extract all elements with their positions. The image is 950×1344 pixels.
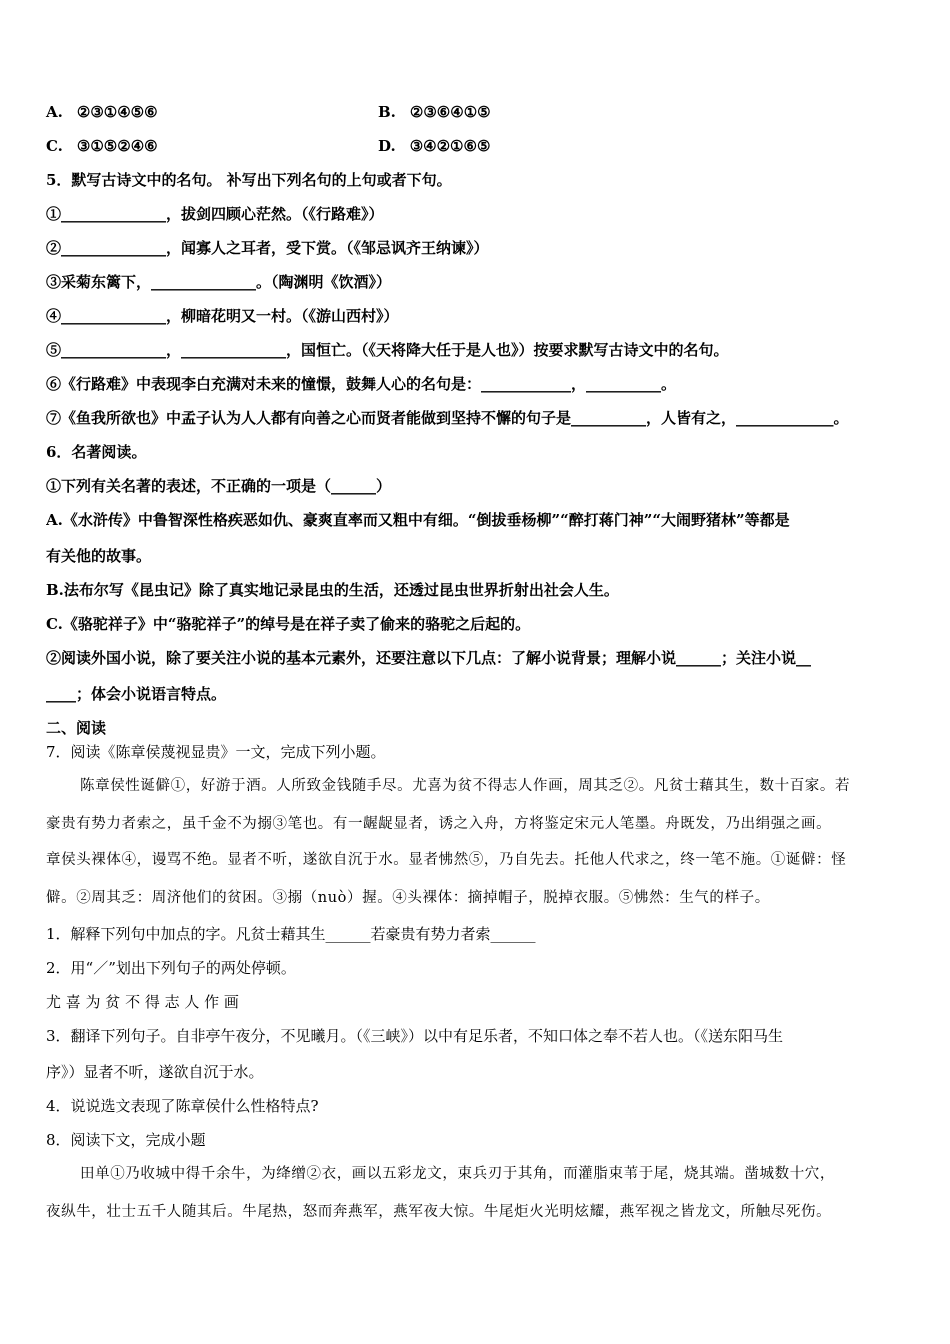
q6-line-2: A.《水浒传》中鲁智深性格疾恶如仇、豪爽直率而又粗中有细。“倒拔垂杨柳”“醉打蒋门神”“大闹野猪林”等都是 (46, 511, 790, 529)
q6-line-4: B.法布尔写《昆虫记》除了真实地记录昆虫的生活，还透过昆虫世界折射出社会人生。 (46, 581, 619, 599)
option-a (46, 102, 158, 122)
section-2-heading: 二、阅读 (46, 719, 107, 737)
q8-passage-line-2: 夜纵牛，壮士五千人随其后。牛尾热，怒而奔燕军，燕军夜大惊。牛尾炬火光明炫耀，燕军视之皆龙文，所触尽死伤。 (46, 1204, 832, 1220)
option-d-value: ③④②①⑥⑤ (409, 137, 491, 155)
q5-line-4: ④______________，柳暗花明又一村。（《游山西村》） (46, 307, 399, 325)
q8-passage-line-1: 田单①乃收城中得千余牛，为绛缯②衣，画以五彩龙文，束兵刃于其角，而灌脂束苇于尾，烧其端。凿城数十穴， (80, 1166, 835, 1182)
option-a-key: A. (46, 103, 63, 121)
q6-title: 6．名著阅读。 (46, 443, 147, 461)
q5-line-6: ⑥《行路难》中表现李白充满对未来的憧憬，鼓舞人心的名句是：____________，__________。 (46, 375, 677, 393)
q7-passage-line-2: 豪贵有势力者索之，虽千金不为搦③笔也。有一龌龊显者，诱之入舟，方将鉴定宋元人笔墨。舟既发，乃出绢强之画。 (46, 816, 832, 832)
option-c-key: C. (46, 137, 63, 155)
q5-line-5: ⑤______________，______________，国恒亡。（《天将降大任于是人也》）按要求默写古诗文中的名句。 (46, 341, 729, 359)
option-d-key: D. (378, 137, 396, 155)
option-b-value: ②③⑥④①⑤ (409, 103, 491, 121)
option-a-value: ②③①④⑤⑥ (76, 103, 158, 121)
q5-line-1: ①______________，拔剑四顾心茫然。（《行路难》） (46, 205, 384, 223)
q7-passage-line-1: 陈章侯性诞僻①，好游于酒。人所致金钱随手尽。尤喜为贫不得志人作画，周其乏②。凡贫士藉其生，数十百家。若 (80, 778, 851, 794)
q7-sub-3-line-2: 序》）显者不听，遂欲自沉于水。 (46, 1063, 264, 1081)
q5-line-2: ②______________，闻寡人之耳者，受下赏。（《邹忌讽齐王纳谏》） (46, 239, 489, 257)
q5-title: 5．默写古诗文中的名句。 补写出下列名句的上句或者下句。 (46, 171, 452, 189)
q6-line-5: C.《骆驼祥子》中“骆驼祥子”的绰号是在祥子卖了偷来的骆驼之后起的。 (46, 615, 531, 633)
q7-sub-2-sentence: 尤 喜 为 贫 不 得 志 人 作 画 (46, 993, 239, 1011)
option-d (378, 136, 490, 156)
q8-title: 8．阅读下文，完成小题 (46, 1131, 206, 1149)
q5-line-3: ③采菊东篱下，______________。（陶渊明《饮酒》） (46, 273, 392, 291)
q6-line-7: ____；体会小说语言特点。 (46, 685, 227, 703)
q5-line-7: ⑦《鱼我所欲也》中孟子认为人人都有向善之心而贤者能做到坚持不懈的句子是__________，人皆有之，_____________。 (46, 409, 849, 427)
q7-sub-1: 1．解释下列句中加点的字。凡贫士藉其生______若豪贵有势力者索______ (46, 925, 536, 943)
option-b-key: B. (378, 103, 396, 121)
option-c-value: ③①⑤②④⑥ (76, 137, 158, 155)
q7-sub-4: 4．说说选文表现了陈章侯什么性格特点? (46, 1097, 319, 1115)
q7-passage-line-3: 章侯头裸体④，谩骂不绝。显者不听，遂欲自沉于水。显者怫然⑤，乃自先去。托他人代求之，终一笔不施。①诞僻：怪 (46, 852, 847, 868)
q7-title: 7．阅读《陈章侯蔑视显贵》一文，完成下列小题。 (46, 743, 386, 761)
q6-line-3: 有关他的故事。 (46, 547, 152, 565)
q7-sub-2: 2．用“／”划出下列句子的两处停顿。 (46, 959, 296, 977)
q6-line-6: ②阅读外国小说，除了要关注小说的基本元素外，还要注意以下几点：了解小说背景；理解小说______；关注小说__ (46, 649, 812, 667)
q7-passage-line-4: 僻。②周其乏：周济他们的贫困。③搦（nuò）握。④头裸体：摘掉帽子，脱掉衣服。⑤怫然：生气的样子。 (46, 890, 770, 906)
option-c (46, 136, 158, 156)
option-b (378, 102, 491, 122)
q7-sub-3-line-1: 3．翻译下列句子。自非亭午夜分，不见曦月。（《三峡》）以中有足乐者，不知口体之奉不若人也。（《送东阳马生 (46, 1027, 784, 1045)
q6-line-1: ①下列有关名著的表述，不正确的一项是（______） (46, 477, 392, 495)
